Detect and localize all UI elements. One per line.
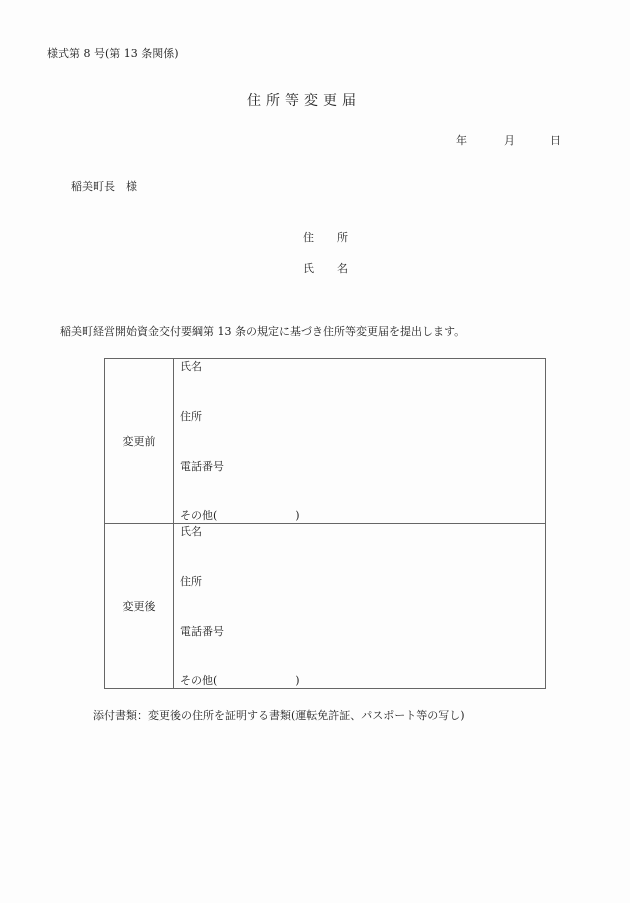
form-number: 様式第 8 号(第 13 条関係) <box>47 47 179 60</box>
section-after <box>105 524 546 689</box>
field-other-close: ) <box>295 509 300 522</box>
change-form-table <box>104 358 546 689</box>
section-before <box>105 359 546 524</box>
field-other-label: その他( <box>180 509 218 522</box>
applicant-address-label: 住 所 <box>303 231 354 244</box>
section-label: 変更後 <box>105 524 174 689</box>
date-year-label: 年 <box>456 134 467 147</box>
applicant-name-label: 氏 名 <box>303 262 354 275</box>
field-address: 住所 <box>180 410 202 423</box>
date-day-label: 日 <box>550 134 561 147</box>
statement-text: 稲美町経営開始資金交付要綱第 13 条の規定に基づき住所等変更届を提出します。 <box>60 325 466 338</box>
field-other <box>180 509 300 523</box>
field-address: 住所 <box>180 575 202 588</box>
field-other-label: その他( <box>180 674 218 687</box>
section-label: 変更前 <box>105 359 174 524</box>
fields-cell[interactable] <box>174 359 546 524</box>
addressee: 稲美町長 様 <box>71 180 137 193</box>
field-phone: 電話番号 <box>180 460 224 473</box>
attachment-note: 添付書類：変更後の住所を証明する書類(運転免許証、パスポート等の写し) <box>93 709 465 722</box>
field-phone: 電話番号 <box>180 625 224 638</box>
field-name: 氏名 <box>180 525 202 538</box>
date-month-label: 月 <box>504 134 515 147</box>
field-name: 氏名 <box>180 360 202 373</box>
document-title: 住所等変更届 <box>247 93 361 109</box>
field-other <box>180 674 300 688</box>
field-other-close: ) <box>295 674 300 687</box>
fields-cell[interactable] <box>174 524 546 689</box>
